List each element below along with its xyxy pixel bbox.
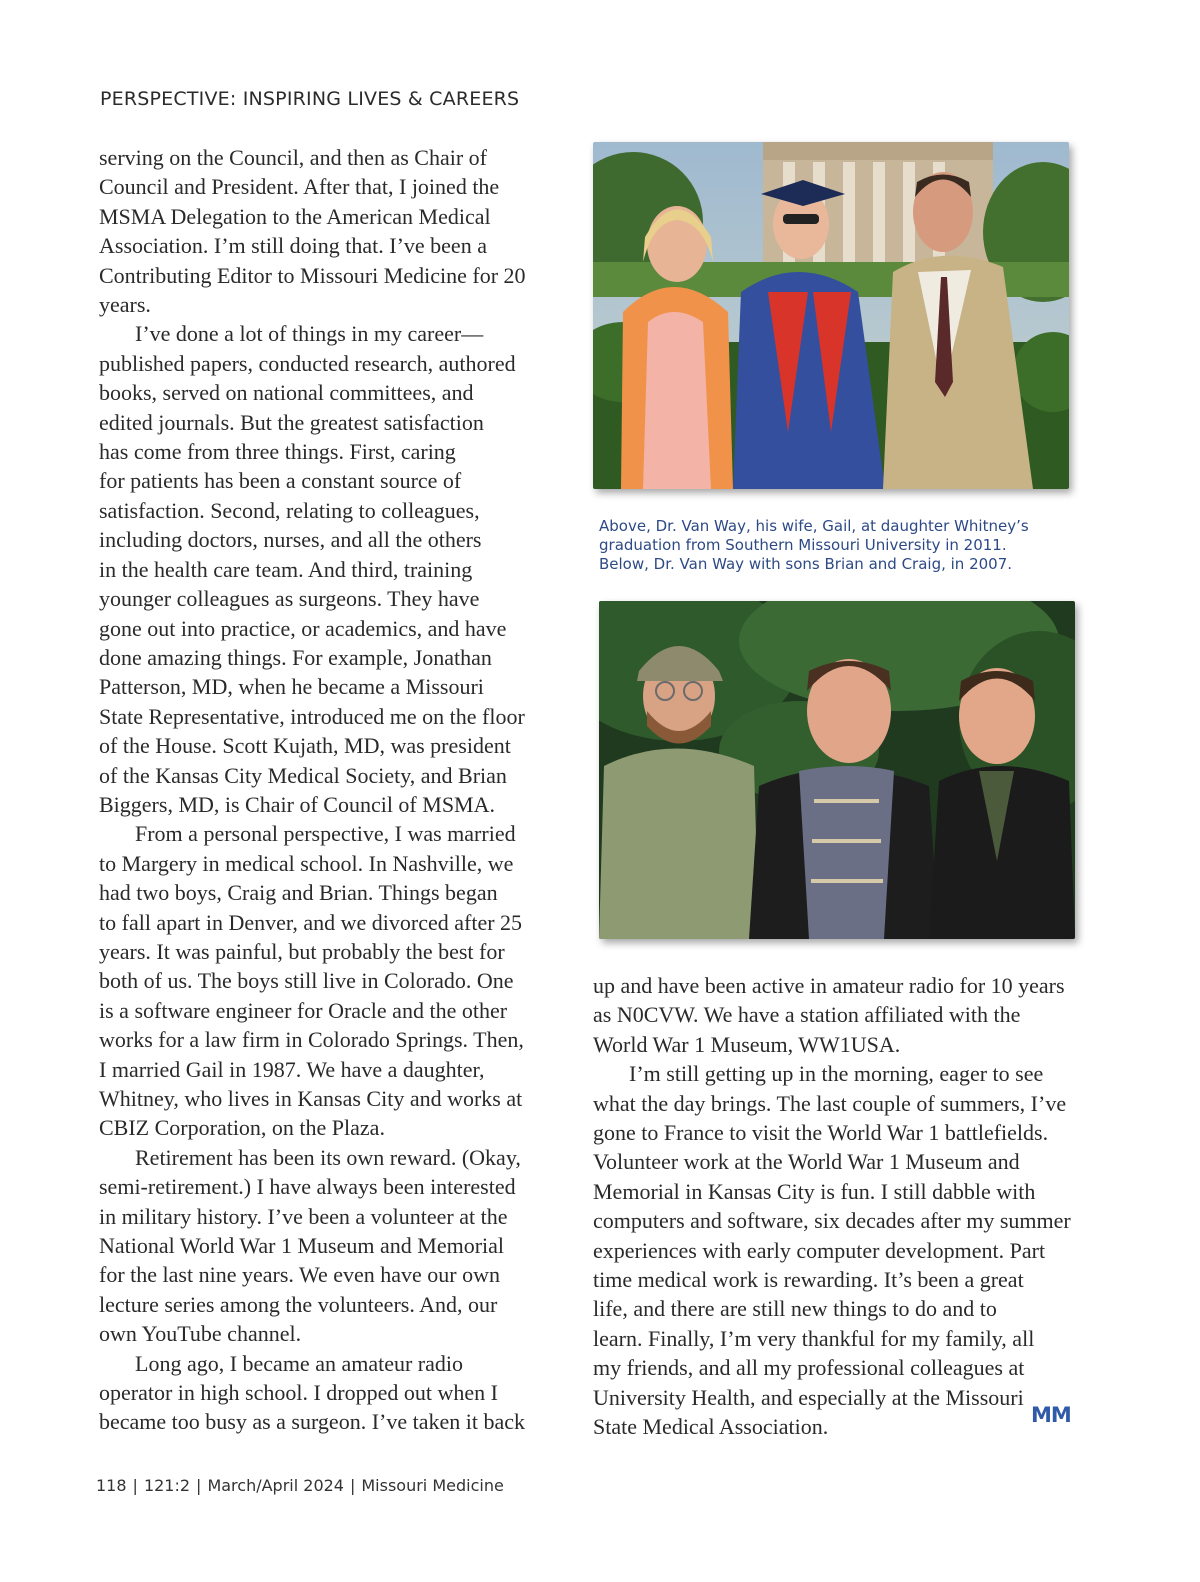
- text-line: lecture series among the volunteers. And, our: [99, 1291, 498, 1317]
- text-line: Council and President. After that, I joined the: [99, 174, 500, 200]
- right-column-text: [593, 971, 1083, 1442]
- caption-line: Below, Dr. Van Way with sons Brian and Craig, in 2007.: [599, 555, 1013, 573]
- text-line: both of us. The boys still live in Colorado. One: [99, 968, 514, 994]
- graduation-photo-illustration: [593, 142, 1069, 489]
- text-line: in the health care team. And third, training: [99, 556, 473, 582]
- text-line: in military history. I’ve been a volunteer at the: [99, 1203, 508, 1229]
- text-line: CBIZ Corporation, on the Plaza.: [99, 1115, 385, 1141]
- text-line: for the last nine years. We even have our own: [99, 1262, 501, 1288]
- text-line: time medical work is rewarding. It’s been a great: [593, 1267, 1024, 1293]
- text-line: became too busy as a surgeon. I’ve taken it back: [99, 1409, 526, 1435]
- text-line: serving on the Council, and then as Chair of: [99, 145, 487, 170]
- text-line: Memorial in Kansas City is fun. I still dabble with: [593, 1178, 1036, 1204]
- text-line: what the day brings. The last couple of summers, I’ve: [593, 1090, 1067, 1116]
- issue-number: 121:2: [143, 1476, 191, 1495]
- text-line: is a software engineer for Oracle and the other: [99, 997, 508, 1023]
- text-line: edited journals. But the greatest satisfaction: [99, 409, 484, 435]
- text-line: Association. I’m still doing that. I’ve been a: [99, 233, 487, 259]
- caption-line: Above, Dr. Van Way, his wife, Gail, at daughter Whitney’s: [599, 517, 1029, 535]
- text-line: has come from three things. First, caring: [99, 439, 456, 465]
- text-line: satisfaction. Second, relating to colleagues,: [99, 497, 480, 523]
- text-line: own YouTube channel.: [99, 1321, 302, 1347]
- text-line: younger colleagues as surgeons. They have: [99, 586, 480, 612]
- footer-separator: |: [196, 1476, 202, 1495]
- footer-separator: |: [349, 1476, 356, 1495]
- text-line: of the Kansas City Medical Society, and Brian: [99, 762, 507, 788]
- text-line: works for a law firm in Colorado Springs. Then,: [99, 1027, 524, 1053]
- text-line: Volunteer work at the World War 1 Museum and: [593, 1149, 1020, 1175]
- publication-name: Missouri Medicine: [361, 1476, 504, 1495]
- text-line: had two boys, Craig and Brian. Things began: [99, 880, 498, 906]
- family-photo: [599, 601, 1075, 939]
- text-line: National World War 1 Museum and Memorial: [99, 1233, 505, 1259]
- text-line: as N0CVW. We have a station affiliated with the: [593, 1002, 1021, 1028]
- text-line: State Representative, introduced me on the floor: [99, 703, 525, 729]
- text-line: including doctors, nurses, and all the others: [99, 527, 482, 553]
- text-line: Patterson, MD, when he became a Missouri: [99, 674, 484, 700]
- text-line: University Health, and especially at the Missouri: [593, 1384, 1024, 1410]
- text-line: my friends, and all my professional colleagues at: [593, 1355, 1025, 1381]
- text-line: years.: [99, 292, 151, 318]
- text-line: State Medical Association.: [593, 1414, 829, 1440]
- footer-separator: |: [132, 1476, 138, 1495]
- section-header: PERSPECTIVE: INSPIRING LIVES & CAREERS: [100, 88, 520, 110]
- text-line: done amazing things. For example, Jonathan: [99, 644, 492, 670]
- text-line: to Margery in medical school. In Nashville, we: [99, 850, 514, 876]
- text-line: gone out into practice, or academics, and have: [99, 615, 507, 641]
- text-line: experiences with early computer development. Part: [593, 1237, 1046, 1263]
- issue-date: March/April 2024: [207, 1476, 344, 1495]
- family-photo-illustration: [599, 601, 1075, 939]
- graduation-photo: [593, 142, 1069, 489]
- text-line: up and have been active in amateur radio for 10 years: [593, 973, 1065, 998]
- text-line: World War 1 Museum, WW1USA.: [593, 1031, 901, 1057]
- text-line: life, and there are still new things to do and to: [593, 1296, 997, 1322]
- text-line: published papers, conducted research, authored: [99, 350, 516, 376]
- left-column-text: [99, 143, 539, 1437]
- text-line: computers and software, six decades after my summer: [593, 1208, 1071, 1234]
- text-line: Long ago, I became an amateur radio: [135, 1350, 464, 1376]
- text-line: Biggers, MD, is Chair of Council of MSMA.: [99, 791, 495, 817]
- text-line: for patients has been a constant source of: [99, 468, 462, 494]
- text-line: of the House. Scott Kujath, MD, was president: [99, 733, 511, 759]
- end-mark-logo: MM: [1031, 1403, 1071, 1427]
- text-line: semi-retirement.) I have always been interested: [99, 1174, 516, 1200]
- caption-line: graduation from Southern Missouri University in 2011.: [599, 536, 1007, 554]
- text-line: I married Gail in 1987. We have a daughter,: [99, 1056, 485, 1082]
- text-line: to fall apart in Denver, and we divorced after 25: [99, 909, 523, 935]
- text-line: learn. Finally, I’m very thankful for my family, all: [593, 1325, 1035, 1351]
- page-number: 118: [96, 1476, 127, 1495]
- photo-caption: [599, 517, 1069, 574]
- text-line: I’m still getting up in the morning, eager to see: [629, 1061, 1044, 1087]
- text-line: From a personal perspective, I was married: [135, 821, 516, 847]
- text-line: gone to France to visit the World War 1 battlefields.: [593, 1120, 1049, 1146]
- page-footer: [96, 1476, 504, 1495]
- text-line: Retirement has been its own reward. (Okay,: [135, 1144, 521, 1170]
- text-line: Contributing Editor to Missouri Medicine for 20: [99, 262, 526, 288]
- text-line: Whitney, who lives in Kansas City and works at: [99, 1086, 523, 1111]
- text-line: operator in high school. I dropped out when I: [99, 1380, 498, 1406]
- text-line: books, served on national committees, and: [99, 380, 474, 406]
- text-line: years. It was painful, but probably the best for: [99, 938, 505, 964]
- text-line: MSMA Delegation to the American Medical: [99, 203, 491, 229]
- text-line: I’ve done a lot of things in my career—: [135, 321, 484, 347]
